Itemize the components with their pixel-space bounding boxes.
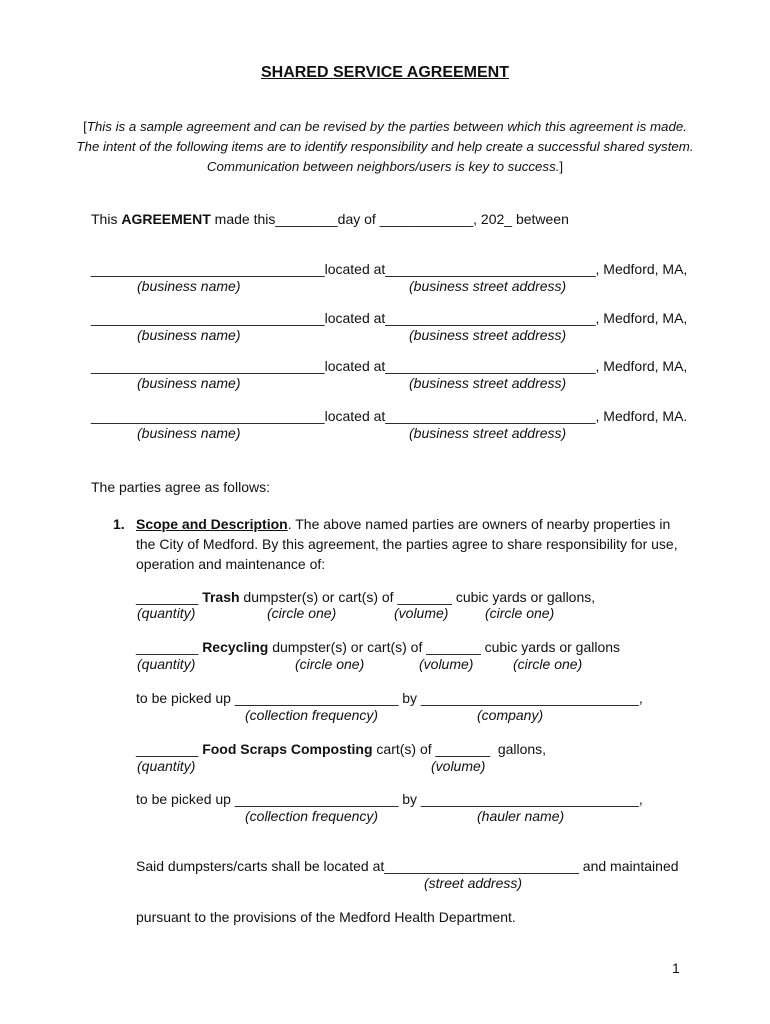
recycling-label: Recycling: [202, 639, 269, 655]
hauler-name-caption: (hauler name): [477, 808, 565, 824]
recycling-blank: ________: [136, 639, 203, 655]
business-name-caption: (business name): [137, 327, 241, 343]
trash-blank: ________: [136, 589, 203, 605]
intro-text: This is a sample agreement and can be revised by the parties between which this agreement is made. The intent of the following items are to identify responsibility and help create a successful shared system. Communication between neighbors/users is key to success.: [76, 119, 694, 174]
business-name-caption: (business name): [137, 425, 241, 441]
intro-open-bracket: [: [83, 119, 87, 134]
section-text: . The above named parties are owners of nearby properties in the City of Medford. By this agreement, the parties agree to share responsibility for use, operation and maintenance of:: [136, 516, 678, 572]
party-line: ______________________________located at___________________________, Medford, MA,: [91, 310, 688, 326]
circle-one-caption: (circle one): [267, 605, 337, 621]
recycling-line: [136, 638, 620, 656]
circle-one-caption: (circle one): [513, 656, 583, 672]
circle-one-caption: (circle one): [485, 605, 555, 621]
business-name-caption: (business name): [137, 278, 241, 294]
quantity-caption: (quantity): [137, 758, 196, 774]
food-label: Food Scraps Composting: [202, 741, 373, 757]
business-name-caption: (business name): [137, 375, 241, 391]
page-number: 1: [672, 960, 680, 976]
agreement-prefix: This: [91, 211, 122, 227]
intro-close-bracket: ]: [559, 159, 564, 174]
business-address-caption: (business street address): [409, 425, 567, 441]
party-line: ______________________________located at___________________________, Medford, MA,: [91, 261, 688, 277]
section-heading: Scope and Description: [136, 516, 288, 532]
company-caption: (company): [477, 707, 544, 723]
agreement-rest: made this________day of ____________, 202_ between: [210, 211, 569, 227]
parties-agree-text: The parties agree as follows:: [91, 479, 270, 495]
collection-frequency-caption: (collection frequency): [245, 707, 379, 723]
quantity-caption: (quantity): [137, 656, 196, 672]
collection-frequency-caption: (collection frequency): [245, 808, 379, 824]
agreement-keyword: AGREEMENT: [121, 211, 211, 227]
pickup-line: to be picked up _____________________ by ____________________________,: [136, 791, 643, 807]
agreement-date-line: [91, 210, 569, 228]
volume-caption: (volume): [419, 656, 474, 672]
volume-caption: (volume): [431, 758, 486, 774]
page-title: SHARED SERVICE AGREEMENT: [260, 64, 510, 81]
pursuant-text: pursuant to the provisions of the Medford Health Department.: [136, 909, 516, 925]
business-address-caption: (business street address): [409, 278, 567, 294]
trash-rest: dumpster(s) or cart(s) of _______ cubic yards or gallons,: [239, 589, 596, 605]
trash-label: Trash: [202, 589, 240, 605]
section-number: 1.: [113, 516, 125, 532]
party-line: ______________________________located at___________________________, Medford, MA.: [91, 408, 688, 424]
business-address-caption: (business street address): [409, 375, 567, 391]
recycling-rest: dumpster(s) or cart(s) of _______ cubic yards or gallons: [268, 639, 621, 655]
pickup-line: to be picked up _____________________ by ____________________________,: [136, 690, 643, 706]
location-line: Said dumpsters/carts shall be located at_________________________ and maintained: [136, 858, 679, 874]
section-1-paragraph: [136, 514, 686, 574]
intro-paragraph: [70, 117, 700, 177]
food-rest: cart(s) of _______ gallons,: [372, 741, 547, 757]
food-blank: ________: [136, 741, 203, 757]
party-line: ______________________________located at___________________________, Medford, MA,: [91, 358, 688, 374]
food-scraps-line: [136, 740, 546, 758]
volume-caption: (volume): [394, 605, 449, 621]
business-address-caption: (business street address): [409, 327, 567, 343]
quantity-caption: (quantity): [137, 605, 196, 621]
circle-one-caption: (circle one): [295, 656, 365, 672]
street-address-caption: (street address): [424, 875, 523, 891]
